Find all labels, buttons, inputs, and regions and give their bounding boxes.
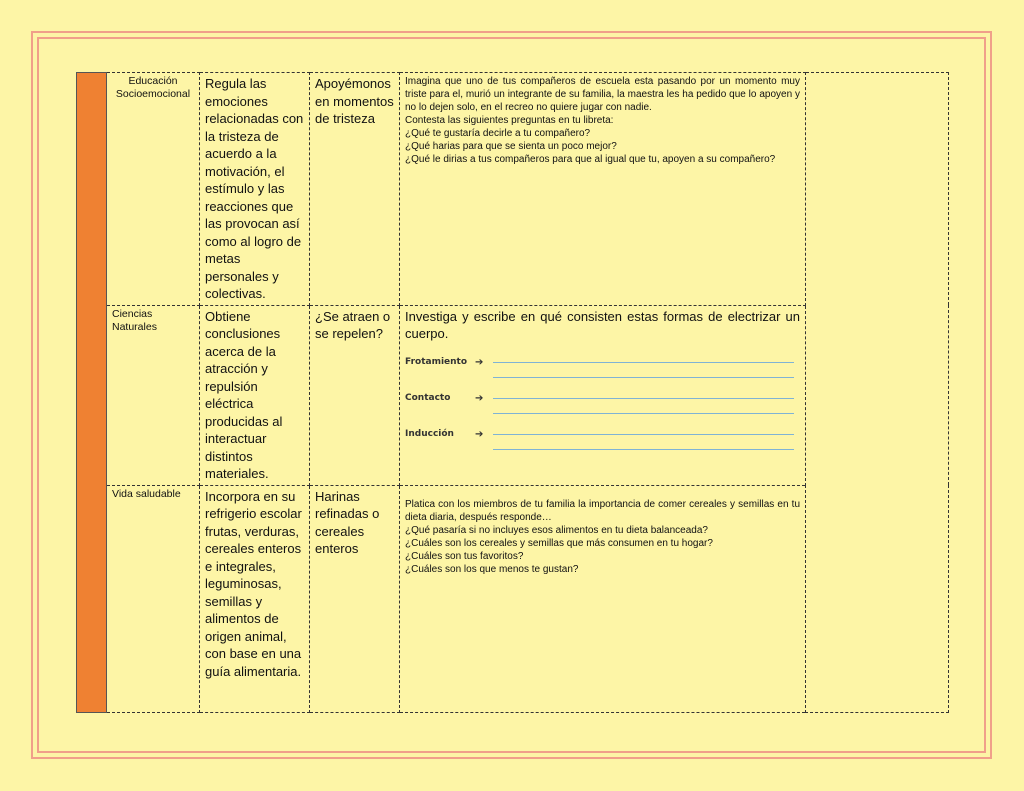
- topic-cell: ¿Se atraen o se repelen?: [310, 305, 400, 485]
- empty-column: [806, 73, 949, 713]
- activity-line: ¿Cuáles son los que menos te gustan?: [405, 563, 579, 575]
- activity-line: ¿Qué pasaría si no incluyes esos alimentos en tu dieta balanceada?: [405, 524, 708, 536]
- activity-line: ¿Qué te gustaría decirle a tu compañero?: [405, 128, 591, 139]
- arrow-icon: ➔: [475, 429, 484, 440]
- learning-cell: Regula las emociones relacionadas con la tristeza de acuerdo a la motivación, el estímulo y las reacciones que las provocan así como al logro de metas personales y colectivas.: [200, 73, 310, 306]
- topic-cell: Apoyémonos en momentos de tristeza: [310, 73, 400, 306]
- worksheet-label: Contacto: [405, 393, 451, 403]
- activity-cell: [400, 305, 806, 485]
- writing-lines: [493, 420, 800, 450]
- writing-lines: [493, 348, 800, 378]
- topic-cell: Harinas refinadas o cereales enteros: [310, 485, 400, 712]
- activity-line: Contesta las siguientes preguntas en tu libreta:: [405, 115, 614, 126]
- activity-intro: Imagina que uno de tus compañeros de escuela esta pasando por un momento muy triste para el, murió un integrante de su familia, la maestra les ha pedido que lo apoyen y no lo dejen solo, en el recreo no quiere jugar con nadie.: [405, 76, 800, 113]
- worksheet-line: [405, 420, 800, 450]
- learning-cell: Obtiene conclusiones acerca de la atracción y repulsión eléctrica producidas al interactuar distintos materiales.: [200, 305, 310, 485]
- table-row: [77, 73, 949, 306]
- worksheet-line: [405, 348, 800, 378]
- arrow-icon: ➔: [475, 393, 484, 404]
- activity-cell: [400, 73, 806, 306]
- arrow-icon: ➔: [475, 357, 484, 368]
- subject-cell: Educación Socioemocional: [107, 73, 200, 306]
- activity-line: ¿Cuáles son tus favoritos?: [405, 550, 524, 562]
- worksheet-line: [405, 384, 800, 414]
- writing-lines: [493, 384, 800, 414]
- subject-cell: Ciencias Naturales: [107, 305, 200, 485]
- worksheet-label: Frotamiento: [405, 357, 468, 367]
- activity-intro: Investiga y escribe en qué consisten estas formas de electrizar un cuerpo.: [405, 308, 800, 341]
- color-bar: [77, 73, 107, 713]
- activity-line: ¿Qué le dirias a tus compañeros para que al igual que tu, apoyen a su compañero?: [405, 154, 776, 165]
- worksheet-label: Inducción: [405, 429, 454, 439]
- subject-cell: Vida saludable: [107, 485, 200, 712]
- activity-line: ¿Cuáles son los cereales y semillas que más consumen en tu hogar?: [405, 537, 713, 549]
- learning-cell: Incorpora en su refrigerio escolar frutas, verduras, cereales enteros e integrales, leguminosas, semillas y alimentos de origen animal, con base en una guía alimentaria.: [200, 485, 310, 712]
- activity-cell: [400, 485, 806, 712]
- lesson-plan-table: [76, 72, 949, 713]
- activity-intro: Platica con los miembros de tu familia la importancia de comer cereales y semillas en tu dieta diaria, después responde…: [405, 498, 800, 523]
- activity-line: ¿Qué harias para que se sienta un poco mejor?: [405, 141, 617, 152]
